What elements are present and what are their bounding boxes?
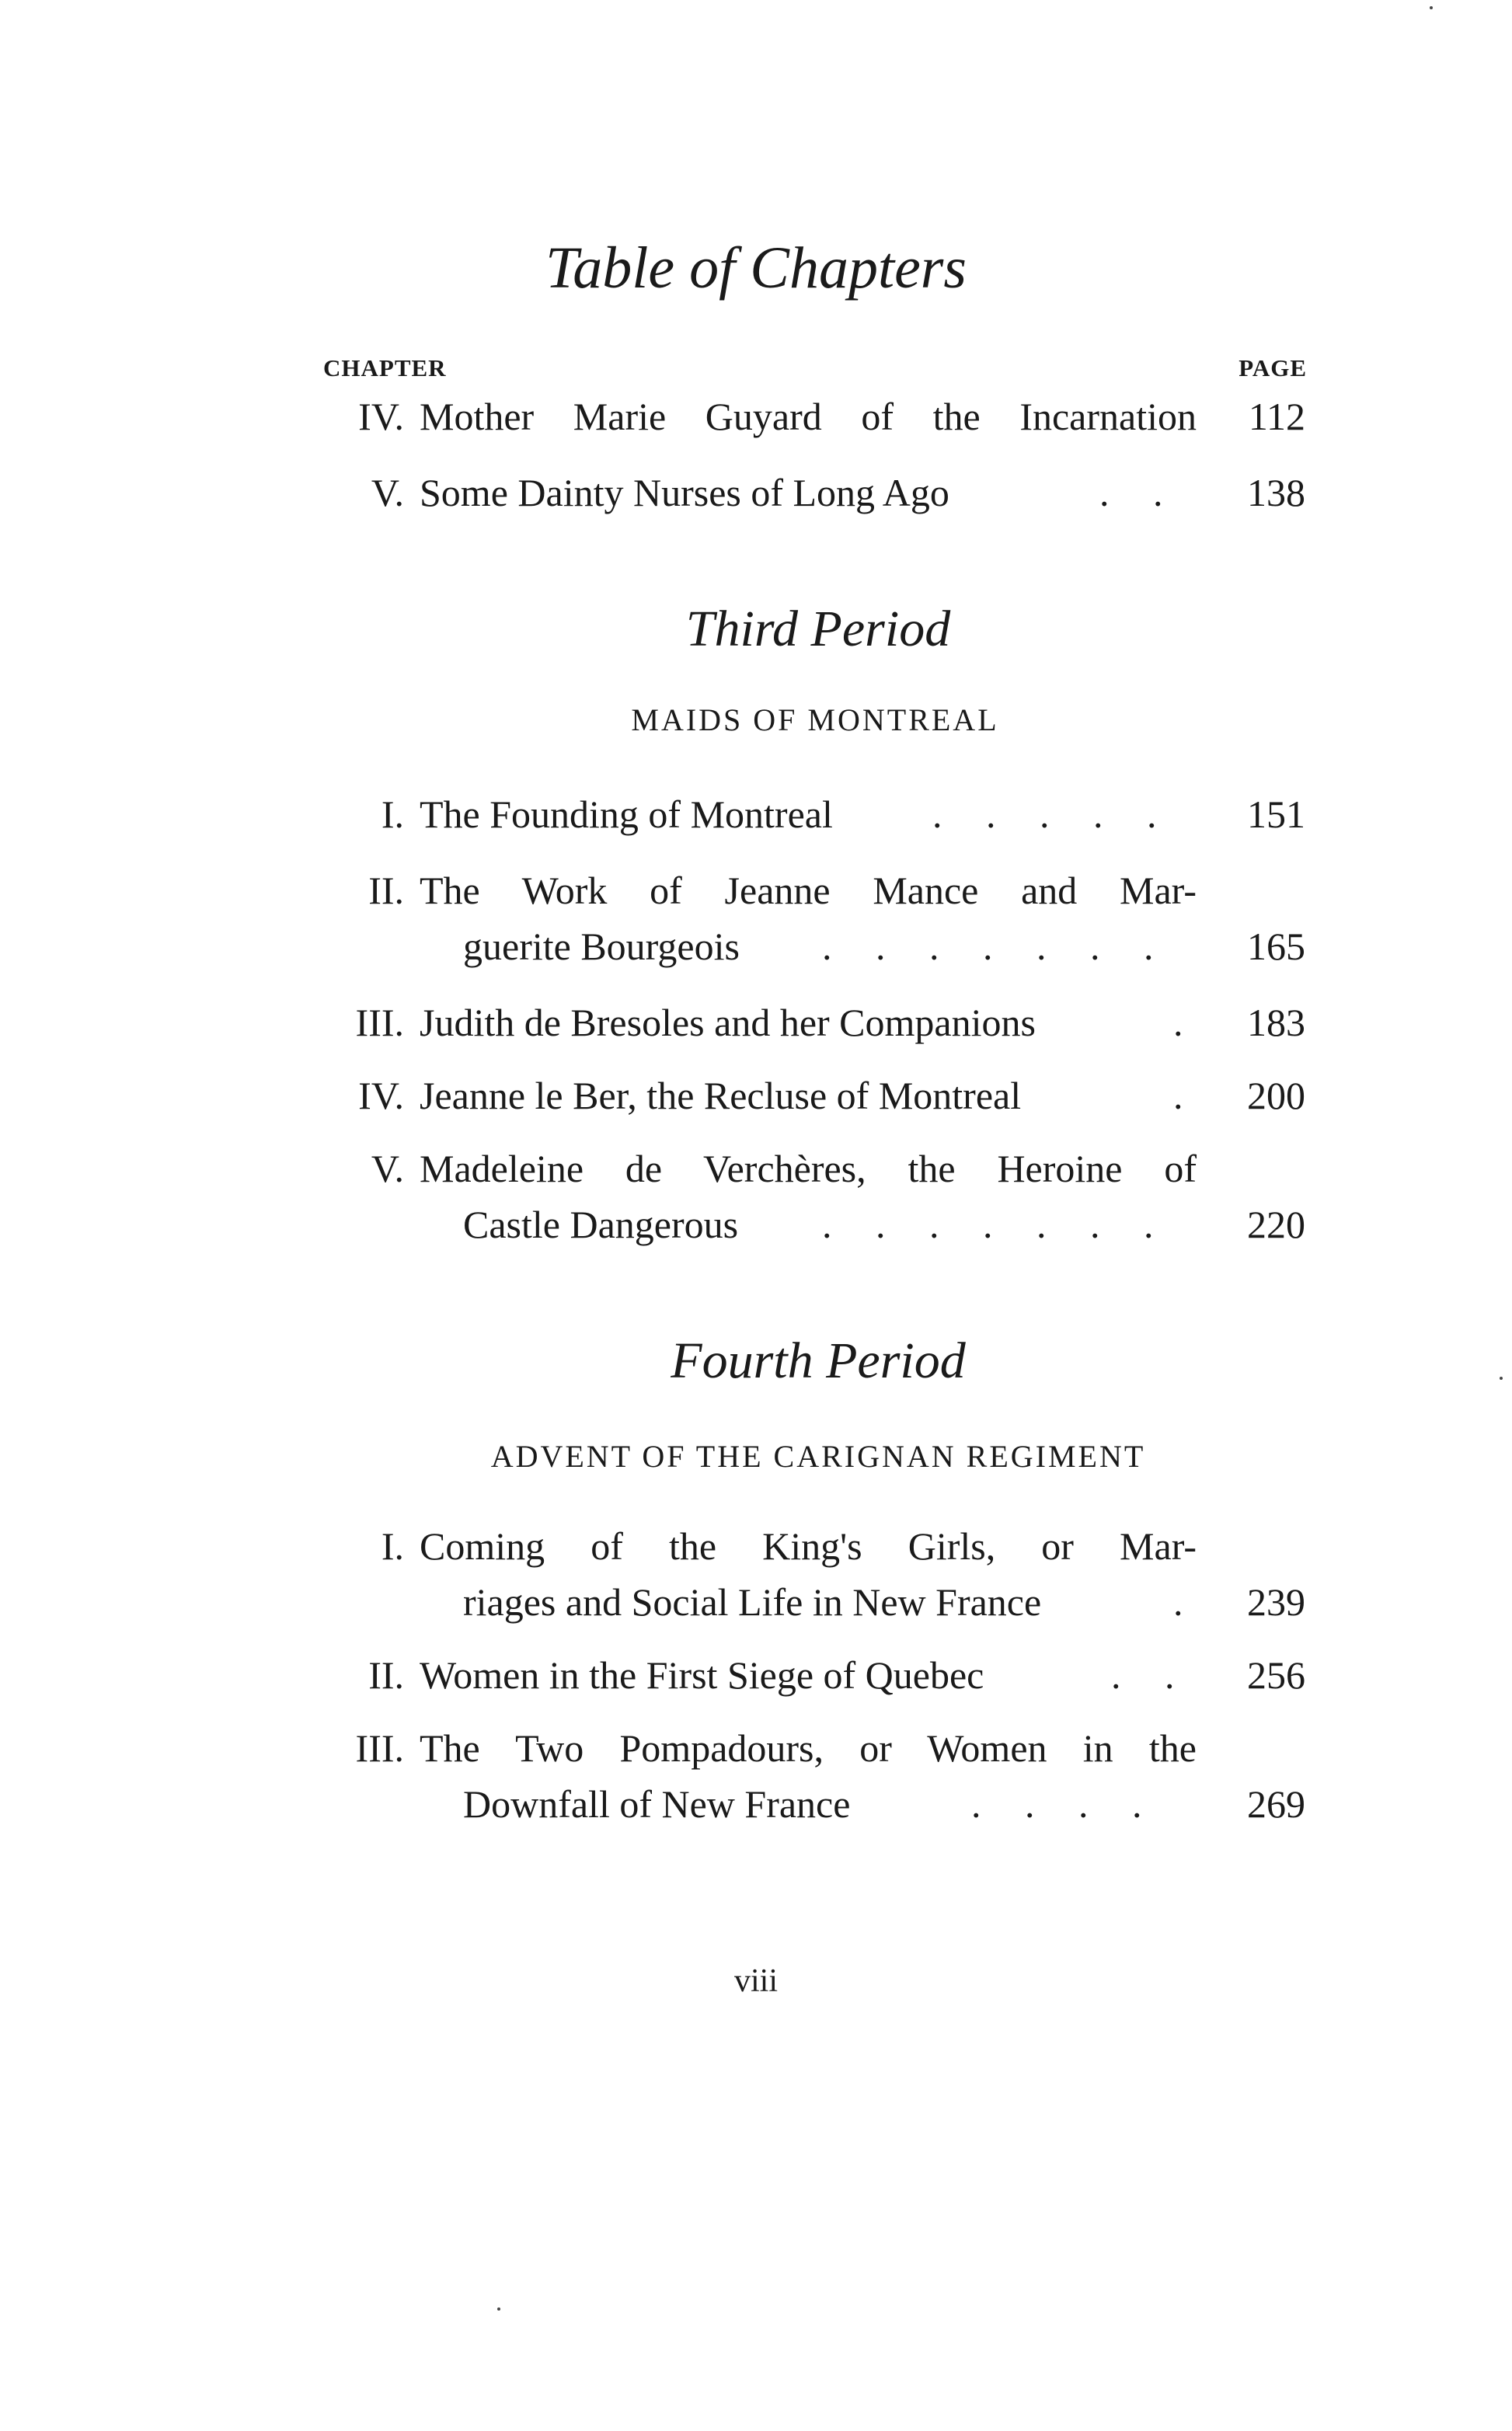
chapter-number: I. xyxy=(381,792,404,836)
dot-leader: . . xyxy=(1111,1653,1192,1697)
page-number: 200 xyxy=(1247,1074,1305,1117)
chapter-title: Jeanne le Ber, the Recluse of Montreal xyxy=(420,1074,1022,1117)
chapter-number: II. xyxy=(368,869,404,912)
chapter-title: The Two Pompadours, or Women in the xyxy=(420,1726,1197,1770)
dot-leader: . . . . xyxy=(971,1782,1159,1826)
chapter-column-label: CHAPTER xyxy=(323,354,447,381)
chapter-number: III. xyxy=(355,1726,404,1770)
page-number: 151 xyxy=(1247,792,1305,836)
period-title: Fourth Period xyxy=(671,1332,966,1389)
page-number: 256 xyxy=(1247,1653,1305,1697)
page-column-label: PAGE xyxy=(1239,354,1307,381)
chapter-number: V. xyxy=(371,1147,404,1190)
scan-speck xyxy=(1430,6,1433,9)
chapter-title-continued: riages and Social Life in New France xyxy=(463,1580,1042,1624)
page-number: 220 xyxy=(1247,1203,1305,1246)
dot-leader: . . . . . . . xyxy=(822,925,1171,968)
chapter-number: III. xyxy=(355,1001,404,1044)
page-title: Table of Chapters xyxy=(545,235,967,301)
section-heading: MAIDS OF MONTREAL xyxy=(631,702,999,737)
section-heading: ADVENT OF THE CARIGNAN REGIMENT xyxy=(490,1439,1146,1474)
chapter-number: I. xyxy=(381,1524,404,1568)
dot-leader: . xyxy=(1173,1001,1200,1044)
dot-leader: . . xyxy=(1099,471,1180,514)
scan-speck xyxy=(497,2307,500,2311)
chapter-title: Judith de Bresoles and her Companions xyxy=(420,1001,1036,1044)
chapter-title: Mother Marie Guyard of the Incarnation xyxy=(420,395,1197,438)
page-number: 269 xyxy=(1247,1782,1305,1826)
page-number: 138 xyxy=(1247,471,1305,514)
chapter-title: The Work of Jeanne Mance and Mar- xyxy=(420,869,1197,912)
chapter-title: Coming of the King's Girls, or Mar- xyxy=(420,1524,1197,1568)
dot-leader: . xyxy=(1173,1580,1200,1624)
page-number: 165 xyxy=(1247,925,1305,968)
chapter-title: Madeleine de Verchères, the Heroine of xyxy=(420,1147,1197,1190)
page-number: 183 xyxy=(1247,1001,1305,1044)
chapter-number: II. xyxy=(368,1653,404,1697)
chapter-title-continued: Downfall of New France xyxy=(463,1782,851,1826)
page-number: 239 xyxy=(1247,1580,1305,1624)
dot-leader: . . . . . . . xyxy=(822,1203,1171,1246)
page-folio: viii xyxy=(733,1963,778,1999)
chapter-title: The Founding of Montreal xyxy=(420,792,833,836)
period-title: Third Period xyxy=(685,601,951,657)
chapter-number: IV. xyxy=(358,1074,404,1117)
chapter-title: Some Dainty Nurses of Long Ago xyxy=(420,471,949,514)
chapter-title: Women in the First Siege of Quebec xyxy=(420,1653,984,1697)
chapter-number: IV. xyxy=(358,395,404,438)
dot-leader: . . . . . xyxy=(932,792,1174,836)
scan-speck xyxy=(1500,1377,1503,1380)
chapter-title-continued: guerite Bourgeois xyxy=(463,925,740,968)
chapter-title-continued: Castle Dangerous xyxy=(463,1203,739,1246)
page-number: 112 xyxy=(1248,395,1305,438)
chapter-number: V. xyxy=(371,471,404,514)
dot-leader: . xyxy=(1173,1074,1200,1117)
